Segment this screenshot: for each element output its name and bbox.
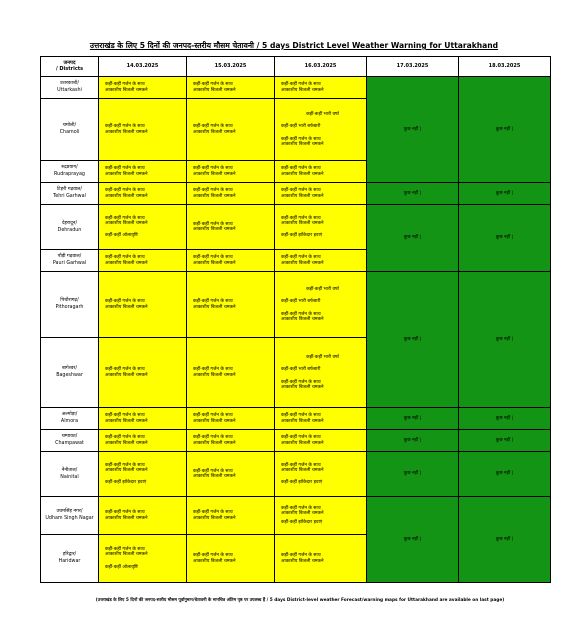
district-cell: टिहरी गढ़वाल/ Tehri Garhwal	[41, 183, 99, 205]
date-header: 15.03.2025	[187, 57, 275, 77]
warning-cell: कहीं-कहीं गर्जन के साथ आकाशीय बिजली चमकने	[99, 99, 187, 161]
no-warning-cell: कुछ नहीं |	[459, 205, 551, 272]
warning-cell: कहीं-कहीं भारी वर्षा कहीं-कहीं भारी बर्फबारी कहीं-कहीं गर्जन के साथ आकाशीय बिजली चमकने	[275, 338, 367, 408]
date-header: 18.03.2025	[459, 57, 551, 77]
date-header: 16.03.2025	[275, 57, 367, 77]
warning-cell: कहीं-कहीं गर्जन के साथ आकाशीय बिजली चमकने	[99, 430, 187, 452]
warning-cell: कहीं-कहीं गर्जन के साथ आकाशीय बिजली चमकने	[187, 497, 275, 535]
warning-cell: कहीं-कहीं गर्जन के साथ आकाशीय बिजली चमकने	[187, 183, 275, 205]
district-cell: देहरादून/ Dehradun	[41, 205, 99, 250]
no-warning-cell: कुछ नहीं |	[367, 205, 459, 272]
warning-cell: कहीं-कहीं गर्जन के साथ आकाशीय बिजली चमकने	[275, 430, 367, 452]
no-warning-cell: कुछ नहीं |	[459, 497, 551, 583]
warning-cell: कहीं-कहीं गर्जन के साथ आकाशीय बिजली चमकने	[99, 338, 187, 408]
district-cell: पौड़ी गढ़वाल/ Pauri Garhwal	[41, 250, 99, 272]
warning-cell: कहीं-कहीं गर्जन के साथ आकाशीय बिजली चमकने	[275, 183, 367, 205]
table-row	[41, 452, 551, 497]
no-warning-cell: कुछ नहीं |	[367, 183, 459, 205]
warning-cell: कहीं-कहीं भारी वर्षा कहीं-कहीं भारी बर्फबारी कहीं-कहीं गर्जन के साथ आकाशीय बिजली चमकने	[275, 99, 367, 161]
page-title: उत्तराखंड के लिए 5 दिनों की जनपद-स्तरीय मौसम चेतावनी / 5 days District Level Weather Warning for Uttarakhand	[89, 41, 499, 50]
footer-note: (उत्तराखंड के लिए 5 दिनों की जनपद-स्तरीय मौसम पूर्वानुमान/चेतावनी के मानचित्र अंतिम पृष्ठ पर उपलब्ध हैं / 5 days District-level weather Forecast/warning maps for Uttarakhand are available on last page)	[95, 598, 505, 603]
warning-cell: कहीं-कहीं गर्जन के साथ आकाशीय बिजली चमकने	[99, 77, 187, 99]
district-cell: नैनीताल/ Nainital	[41, 452, 99, 497]
district-cell: रुद्रप्रयाग/ Rudraprayag	[41, 161, 99, 183]
district-cell: चम्पावत/ Champawat	[41, 430, 99, 452]
warning-cell: कहीं-कहीं भारी वर्षा कहीं-कहीं भारी बर्फबारी कहीं-कहीं गर्जन के साथ आकाशीय बिजली चमकने	[275, 272, 367, 338]
district-cell: उत्तरकाशी/ Uttarkashi	[41, 77, 99, 99]
district-cell: पिथौरागढ़/ Pithoragarh	[41, 272, 99, 338]
warning-cell: कहीं-कहीं गर्जन के साथ आकाशीय बिजली चमकने	[275, 408, 367, 430]
no-warning-cell: कुछ नहीं |	[459, 452, 551, 497]
warning-cell: कहीं-कहीं गर्जन के साथ आकाशीय बिजली चमकने	[275, 161, 367, 183]
warning-cell: कहीं-कहीं गर्जन के साथ आकाशीय बिजली चमकने कहीं-कहीं झोंकेदार हवाएं	[275, 452, 367, 497]
warning-cell: कहीं-कहीं गर्जन के साथ आकाशीय बिजली चमकने	[99, 408, 187, 430]
warning-cell: कहीं-कहीं गर्जन के साथ आकाशीय बिजली चमकने कहीं-कहीं ओलावृष्टि	[99, 205, 187, 250]
table-header-row	[41, 57, 551, 77]
no-warning-cell: कुछ नहीं |	[459, 77, 551, 183]
warning-cell: कहीं-कहीं गर्जन के साथ आकाशीय बिजली चमकने	[99, 250, 187, 272]
no-warning-cell: कुछ नहीं |	[459, 183, 551, 205]
no-warning-cell: कुछ नहीं |	[459, 272, 551, 408]
district-cell: चमोली/ Chamoli	[41, 99, 99, 161]
warning-cell: कहीं-कहीं गर्जन के साथ आकाशीय बिजली चमकने कहीं-कहीं झोंकेदार हवाएं	[275, 497, 367, 535]
table-row	[41, 77, 551, 99]
table-row	[41, 205, 551, 250]
date-header: 17.03.2025	[367, 57, 459, 77]
warning-cell: कहीं-कहीं गर्जन के साथ आकाशीय बिजली चमकने कहीं-कहीं झोंकेदार हवाएं	[275, 205, 367, 250]
date-header: 14.03.2025	[99, 57, 187, 77]
no-warning-cell: कुछ नहीं |	[459, 430, 551, 452]
warning-cell: कहीं-कहीं गर्जन के साथ आकाशीय बिजली चमकने	[187, 452, 275, 497]
warning-cell: कहीं-कहीं गर्जन के साथ आकाशीय बिजली चमकने	[275, 535, 367, 583]
warning-cell: कहीं-कहीं गर्जन के साथ आकाशीय बिजली चमकने	[99, 497, 187, 535]
warning-cell: कहीं-कहीं गर्जन के साथ आकाशीय बिजली चमकने	[187, 338, 275, 408]
table-row	[41, 183, 551, 205]
warning-cell: कहीं-कहीं गर्जन के साथ आकाशीय बिजली चमकने	[99, 272, 187, 338]
table-row	[41, 272, 551, 338]
warning-cell: कहीं-कहीं गर्जन के साथ आकाशीय बिजली चमकने	[187, 99, 275, 161]
district-cell: अल्मोड़ा/ Almora	[41, 408, 99, 430]
district-cell: बागेश्वर/ Bageshwar	[41, 338, 99, 408]
warning-cell: कहीं-कहीं गर्जन के साथ आकाशीय बिजली चमकने	[275, 77, 367, 99]
warning-cell: कहीं-कहीं गर्जन के साथ आकाशीय बिजली चमकने	[187, 77, 275, 99]
table-row	[41, 497, 551, 535]
district-header: जनपद / Districts	[41, 57, 99, 77]
warning-cell: कहीं-कहीं गर्जन के साथ आकाशीय बिजली चमकने	[187, 161, 275, 183]
warning-cell: कहीं-कहीं गर्जन के साथ आकाशीय बिजली चमकने	[187, 430, 275, 452]
no-warning-cell: कुछ नहीं |	[367, 452, 459, 497]
warning-cell: कहीं-कहीं गर्जन के साथ आकाशीय बिजली चमकने	[187, 250, 275, 272]
no-warning-cell: कुछ नहीं |	[367, 272, 459, 408]
warning-cell: कहीं-कहीं गर्जन के साथ आकाशीय बिजली चमकने	[187, 535, 275, 583]
no-warning-cell: कुछ नहीं |	[367, 408, 459, 430]
no-warning-cell: कुछ नहीं |	[459, 408, 551, 430]
table-row	[41, 430, 551, 452]
warning-cell: कहीं-कहीं गर्जन के साथ आकाशीय बिजली चमकने	[187, 408, 275, 430]
warning-cell: कहीं-कहीं गर्जन के साथ आकाशीय बिजली चमकने	[187, 272, 275, 338]
district-cell: हरिद्वार/ Haridwar	[41, 535, 99, 583]
warning-cell: कहीं-कहीं गर्जन के साथ आकाशीय बिजली चमकने	[187, 205, 275, 250]
warning-cell: कहीं-कहीं गर्जन के साथ आकाशीय बिजली चमकने कहीं-कहीं झोंकेदार हवाएं	[99, 452, 187, 497]
district-cell: उधमसिंह नगर/ Udham Singh Nagar	[41, 497, 99, 535]
warning-cell: कहीं-कहीं गर्जन के साथ आकाशीय बिजली चमकने कहीं-कहीं ओलावृष्टि	[99, 535, 187, 583]
warning-table	[40, 56, 551, 583]
no-warning-cell: कुछ नहीं |	[367, 497, 459, 583]
warning-cell: कहीं-कहीं गर्जन के साथ आकाशीय बिजली चमकने	[275, 250, 367, 272]
no-warning-cell: कुछ नहीं |	[367, 77, 459, 183]
table-row	[41, 408, 551, 430]
no-warning-cell: कुछ नहीं |	[367, 430, 459, 452]
warning-cell: कहीं-कहीं गर्जन के साथ आकाशीय बिजली चमकने	[99, 183, 187, 205]
warning-cell: कहीं-कहीं गर्जन के साथ आकाशीय बिजली चमकने	[99, 161, 187, 183]
